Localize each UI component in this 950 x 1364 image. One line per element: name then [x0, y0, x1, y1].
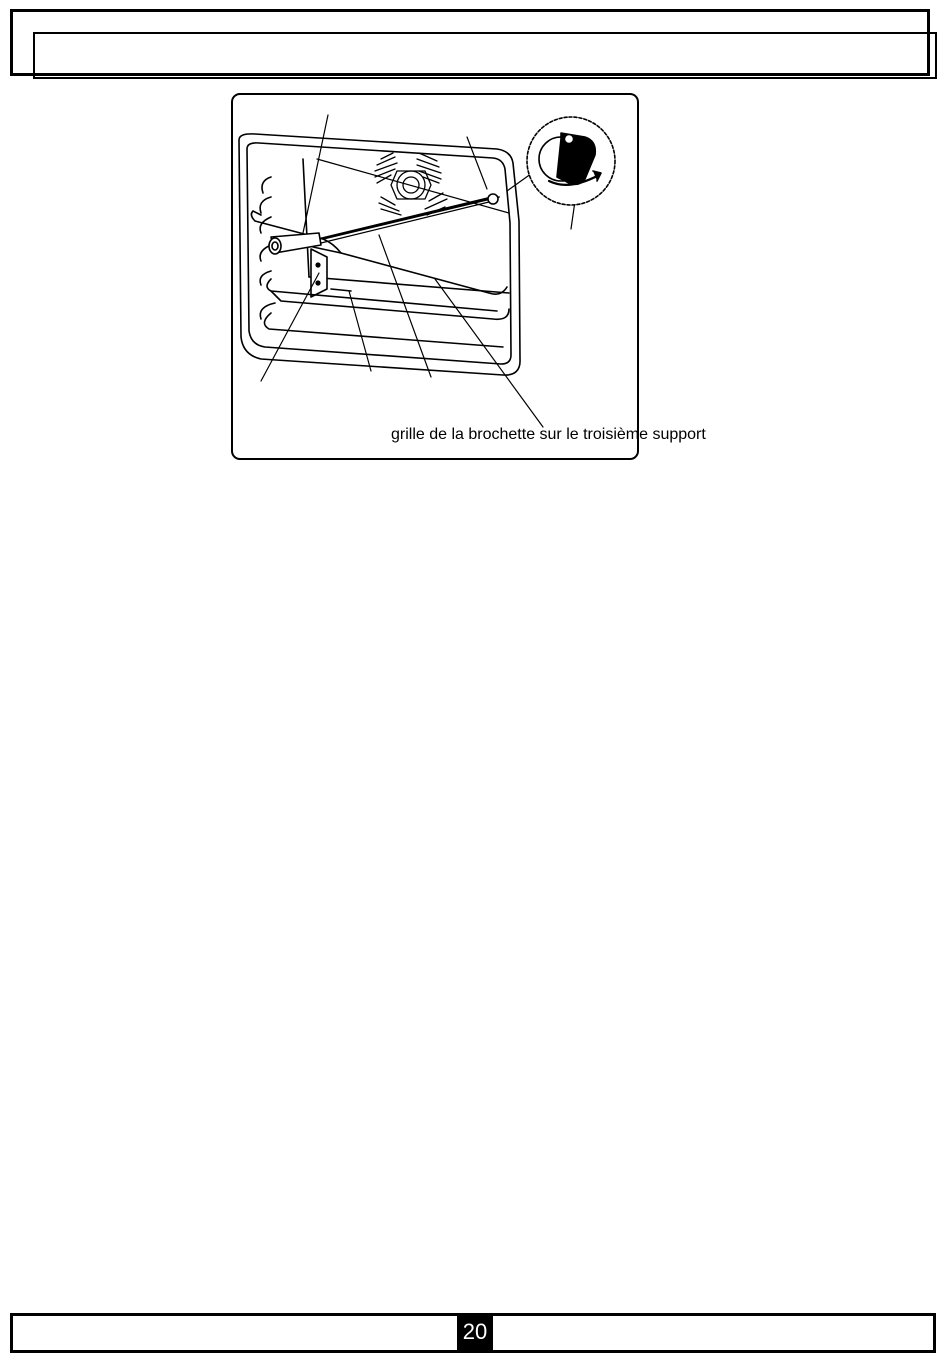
header-inner-frame	[33, 32, 937, 79]
page-number: 20	[457, 1313, 493, 1350]
header-frame	[10, 9, 930, 76]
oven-rotisserie-illustration	[231, 93, 731, 460]
figure-caption: grille de la brochette sur le troisième support	[391, 426, 706, 443]
